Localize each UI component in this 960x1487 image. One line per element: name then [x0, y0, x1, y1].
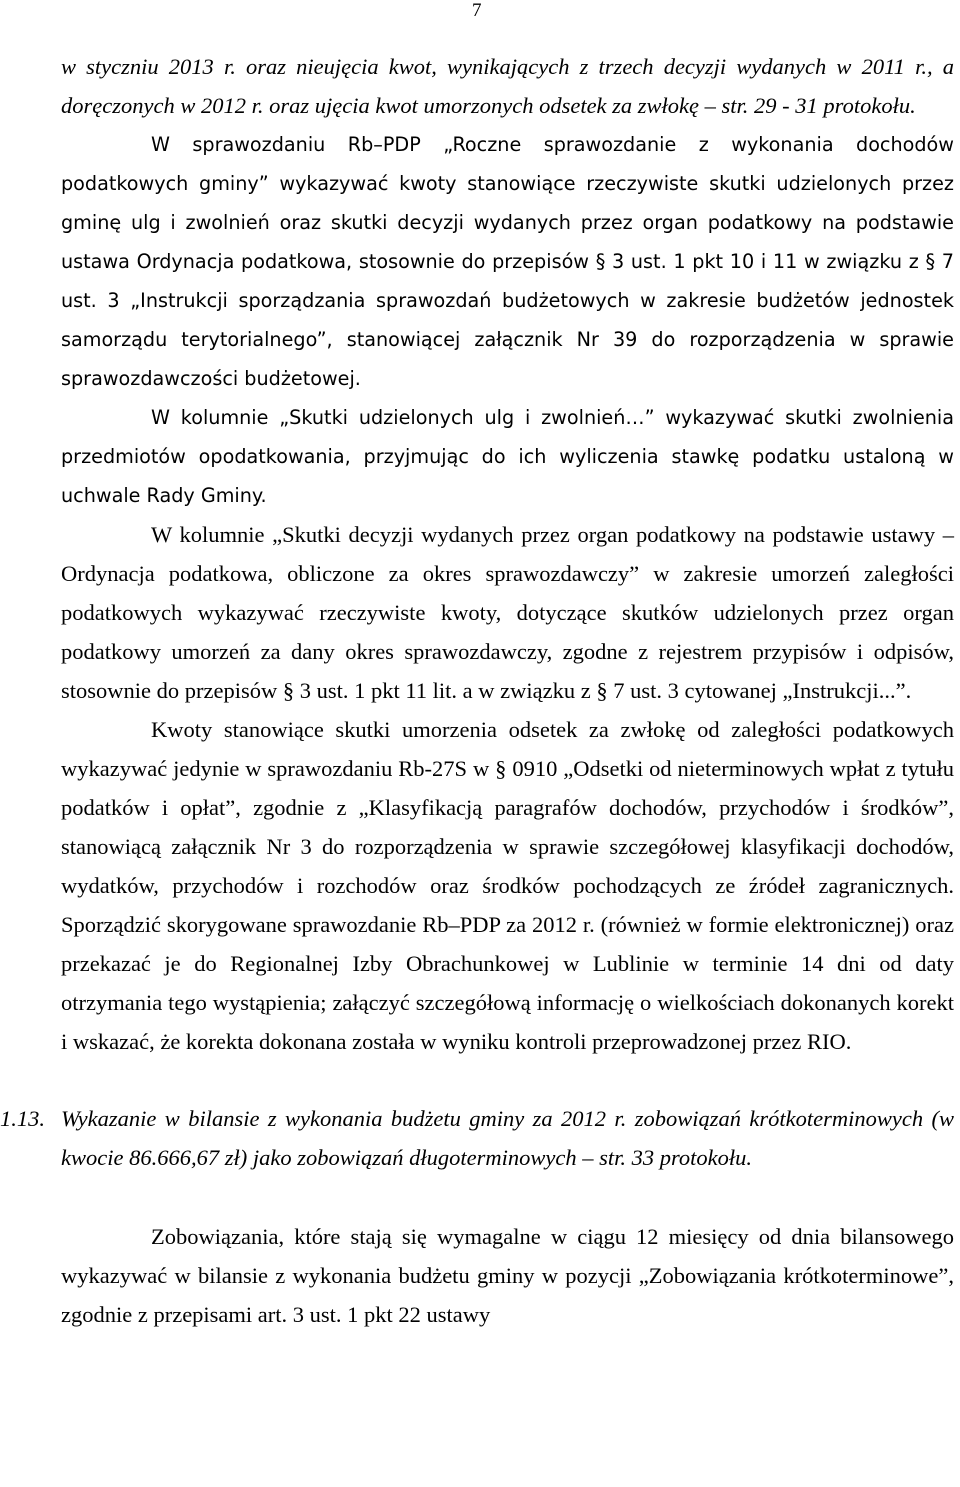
finding-number: 1.13.	[0, 1106, 45, 1131]
paragraph-liabilities: Zobowiązania, które stają się wymagalne w ciągu 12 miesięcy od dnia bilansowego wykazywać w bilansie z wykonania budżetu gminy w pozycji „Zobowiązania krótkoterminowe”, zgodnie z przepisami art. 3 ust. 1 pkt 22 ustawy	[61, 1224, 954, 1327]
paragraph-interest-amounts: Kwoty stanowiące skutki umorzenia odsetek za zwłokę od zaległości podatkowych wykazywać jedynie w sprawozdaniu Rb-27S w § 0910 „Odsetki od nieterminowych wpłat z tytułu podatków i opłat”, zgodnie z „Klasyfikacją paragrafów dochodów, przychodów i środków”, stanowiącą załącznik Nr 3 do rozporządzenia w sprawie szczegółowej klasyfikacji dochodów, wydatków, przychodów i rozchodów oraz środków pochodzących ze źródeł zagranicznych. Sporządzić skorygowane sprawozdanie Rb–PDP za 2012 r. (również w formie elektronicznej) oraz przekazać je do Regionalnej Izby Obrachunkowej w Lublinie w terminie 14 dni od daty otrzymania tego wystąpienia; załączyć szczegółową informację o wielkościach dokonanych korekt i wskazać, że korekta dokonana została w wyniku kontroli przeprowadzonej przez RIO.	[61, 717, 954, 1054]
paragraph-ulg-column: W kolumnie „Skutki udzielonych ulg i zwolnień…” wykazywać skutki zwolnienia przedmiotów opodatkowania, przyjmując do ich wyliczenia stawkę podatku ustaloną w uchwale Rady Gminy.	[61, 406, 954, 507]
finding-item	[0, 1099, 954, 1177]
paragraph-decisions-column: W kolumnie „Skutki decyzji wydanych przez organ podatkowy na podstawie ustawy – Ordynacja podatkowa, obliczone za okres sprawozdawczy” w zakresie umorzeń zaległości podatkowych wykazywać rzeczywiste kwoty, dotyczące skutków udzielonych przez organ podatkowy umorzeń za dany okres sprawozdawczy, zgodne z rejestrem przypisów i odpisów, stosownie do przepisów § 3 ust. 1 pkt 11 lit. a w związku z § 7 ust. 3 cytowanej „Instrukcji...”.	[61, 522, 954, 703]
finding-text: Wykazanie w bilansie z wykonania budżetu gminy za 2012 r. zobowiązań krótkoterminowych (w kwocie 86.666,67 zł) jako zobowiązań długoterminowych – str. 33 protokołu.	[61, 1106, 954, 1170]
paragraph-rb-pdp-report: W sprawozdaniu Rb–PDP „Roczne sprawozdanie z wykonania dochodów podatkowych gminy” wykazywać kwoty stanowiące rzeczywiste skutki udzielonych przez gminę ulg i zwolnień oraz skutki decyzji wydanych przez organ podatkowy na podstawie ustawa Ordynacja podatkowa, stosownie do przepisów § 3 ust. 1 pkt 10 i 11 w związku z § 7 ust. 3 „Instrukcji sporządzania sprawozdań budżetowych w zakresie budżetów jednostek samorządu terytorialnego”, stanowiącej załącznik Nr 39 do rozporządzenia w sprawie sprawozdawczości budżetowej.	[61, 133, 954, 390]
page-number: 7	[472, 0, 482, 21]
paragraph-continuation: w styczniu 2013 r. oraz nieujęcia kwot, wynikających z trzech decyzji wydanych w 2011 r., a doręczonych w 2012 r. oraz ujęcia kwot umorzonych odsetek za zwłokę – str. 29 - 31 protokołu.	[61, 54, 954, 118]
spacer	[61, 1177, 954, 1217]
document-body	[0, 47, 954, 1334]
